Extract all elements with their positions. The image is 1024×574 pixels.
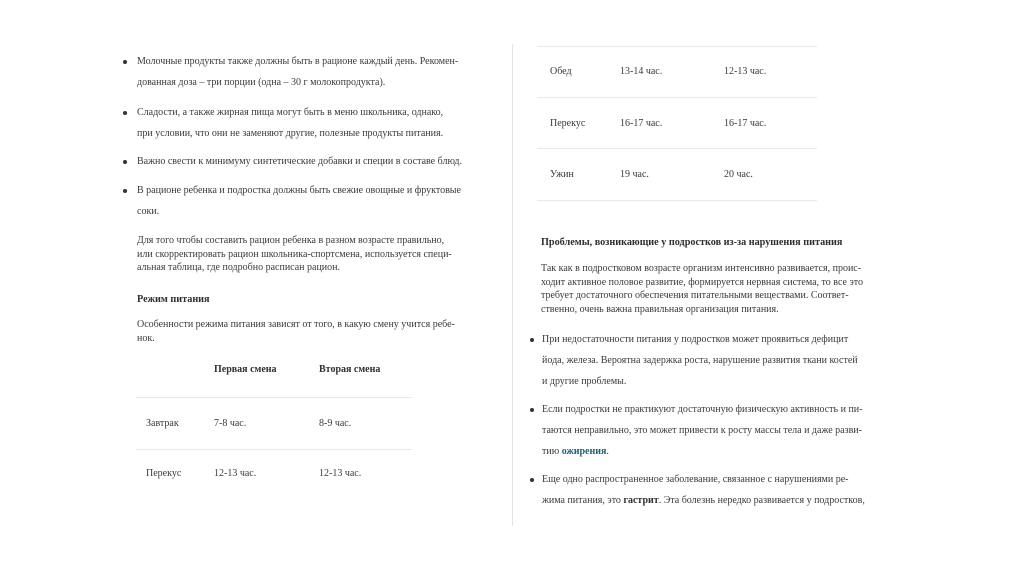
table-cell-meal: Перекус: [550, 118, 586, 129]
bullet-icon: [123, 111, 127, 115]
table-cell-meal: Завтрак: [146, 418, 179, 429]
table-divider: [537, 46, 817, 47]
table-cell-second-shift: 12-13 час.: [319, 468, 362, 479]
table-cell-first-shift: 7-8 час.: [214, 418, 247, 429]
bullet-icon: [123, 60, 127, 64]
bullet-icon: [530, 338, 534, 342]
section-paragraph: Особенности режима питания зависят от того, в какую смену учится ребе- нок.: [137, 319, 455, 344]
section-heading: Проблемы, возникающие у подростков из-за нарушения питания: [541, 237, 843, 248]
table-cell-second-shift: 20 час.: [724, 169, 753, 180]
bullet-icon: [530, 408, 534, 412]
table-cell-second-shift: 8-9 час.: [319, 418, 352, 429]
table-cell-meal: Ужин: [550, 169, 574, 180]
table-cell-first-shift: 16-17 час.: [620, 118, 663, 129]
page-divider: [512, 44, 513, 526]
table-divider: [537, 97, 817, 98]
bullet-icon: [530, 478, 534, 482]
gastritis-term: гастрит: [623, 495, 659, 506]
table-cell-second-shift: 12-13 час.: [724, 66, 767, 77]
table-cell-first-shift: 13-14 час.: [620, 66, 663, 77]
table-cell-second-shift: 16-17 час.: [724, 118, 767, 129]
section-paragraph: Так как в подростковом возрасте организм интенсивно развивается, проис- ходит активное половое развитие, формируется нервная система, то все это требует достаточного обеспечения питательными веществами. Соответ- ственно, очень важна правильная организация питания.: [541, 263, 863, 315]
section-heading: Режим питания: [137, 294, 210, 305]
bullet-icon: [123, 160, 127, 164]
table-cell-meal: Перекус: [146, 468, 182, 479]
bullet-icon: [123, 189, 127, 193]
table-divider: [537, 148, 817, 149]
table-cell-first-shift: 12-13 час.: [214, 468, 257, 479]
table-divider: [537, 200, 817, 201]
table-cell-first-shift: 19 час.: [620, 169, 649, 180]
table-header-second-shift: Вторая смена: [319, 364, 381, 375]
intro-paragraph: Для того чтобы составить рацион ребенка в разном возрасте правильно, или скорректировать рацион школьника-спортсмена, используется специ- альная таблица, где подробно расписан рацион.: [137, 235, 452, 273]
table-divider: [136, 397, 412, 398]
table-header-first-shift: Первая смена: [214, 364, 277, 375]
table-cell-meal: Обед: [550, 66, 572, 77]
obesity-link[interactable]: ожирения: [561, 446, 607, 457]
table-divider: [136, 449, 412, 450]
